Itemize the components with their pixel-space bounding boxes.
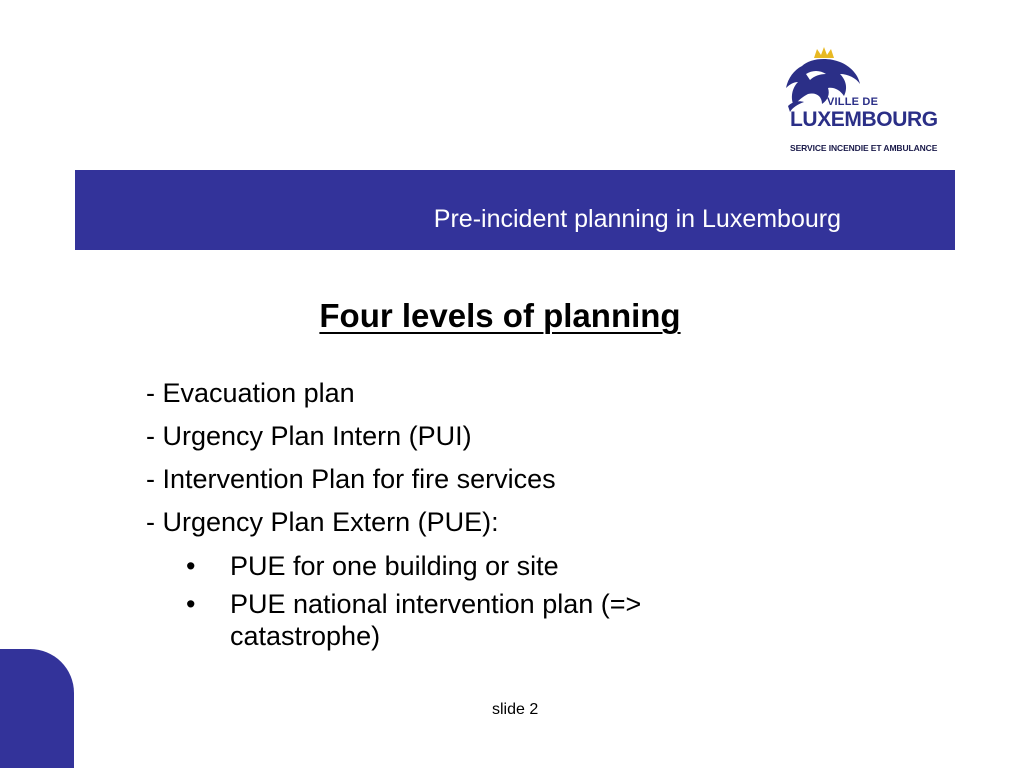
sub-list-item-text: PUE for one building or site [230, 551, 559, 581]
sub-list-item-text: PUE national intervention plan (=> catastrophe) [230, 589, 642, 651]
logo-service-text: SERVICE INCENDIE ET AMBULANCE [790, 143, 938, 153]
sub-list-item [146, 550, 790, 582]
list-item: - Intervention Plan for fire services [146, 464, 556, 494]
logo-ville-de-text: VILLE DE [827, 96, 879, 108]
pue-sub-list [146, 550, 790, 652]
main-heading: Four levels of planning [319, 297, 681, 334]
slide-number: slide 2 [492, 701, 539, 718]
decorative-corner-shape [0, 649, 74, 768]
header-title: Pre-incident planning in Luxembourg [433, 205, 841, 233]
logo-city-text: LUXEMBOURG [790, 108, 938, 131]
list-item: - Evacuation plan [146, 378, 355, 408]
bullet-icon: • [186, 551, 196, 581]
list-item: - Urgency Plan Extern (PUE): [146, 507, 499, 537]
bullet-icon: • [186, 589, 196, 619]
sub-list-item [146, 588, 790, 652]
planning-levels-list [146, 372, 790, 657]
list-item: - Urgency Plan Intern (PUI) [146, 421, 472, 451]
sub-list-container [146, 550, 790, 652]
ville-de-luxembourg-logo [776, 44, 956, 158]
